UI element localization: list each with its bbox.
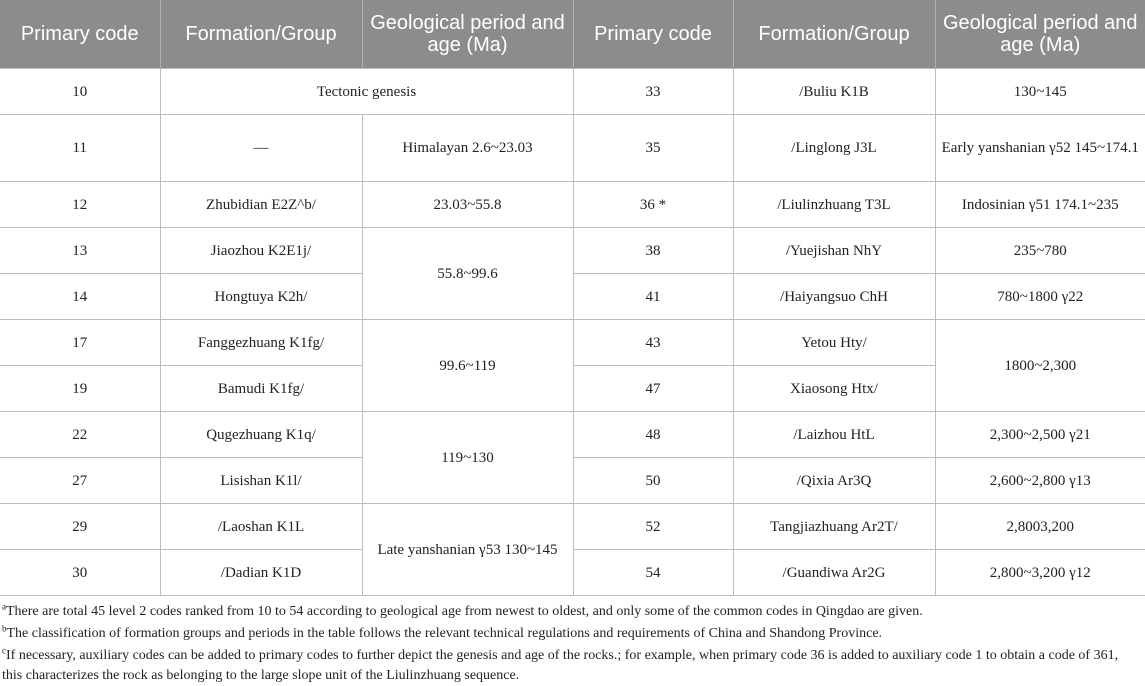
formation-cell: Zhubidian E2Z^b/ (160, 182, 362, 228)
code-cell: 30 (0, 550, 160, 596)
age-cell: 119~130 (362, 412, 573, 504)
code-cell: 14 (0, 274, 160, 320)
age-cell: 130~145 (935, 69, 1145, 115)
footnote-marker: c (2, 645, 6, 656)
formation-cell: Jiaozhou K2E1j/ (160, 228, 362, 274)
table-row (0, 228, 1145, 274)
formation-cell: /Laoshan K1L (160, 504, 362, 550)
header-primary-code: Primary code (0, 0, 160, 69)
age-cell: 2,8003,200 (935, 504, 1145, 550)
code-cell: 27 (0, 458, 160, 504)
formation-cell: /Liulinzhuang T3L (733, 182, 935, 228)
code-cell: 13 (0, 228, 160, 274)
table-row (0, 274, 1145, 320)
code-cell: 12 (0, 182, 160, 228)
code-cell: 54 (573, 550, 733, 596)
age-cell: Early yanshanian γ52 145~174.1 (935, 115, 1145, 182)
table-row (0, 412, 1145, 458)
formation-cell: Tectonic genesis (160, 69, 573, 115)
header-period-age: Geological period and age (Ma) (362, 0, 573, 69)
header-formation: Formation/Group (160, 0, 362, 69)
formation-cell: Fanggezhuang K1fg/ (160, 320, 362, 366)
age-cell: 2,300~2,500 γ21 (935, 412, 1145, 458)
formation-cell: /Dadian K1D (160, 550, 362, 596)
footnote-c (2, 646, 1141, 686)
table-row (0, 115, 1145, 182)
footnote-a (2, 602, 1141, 622)
age-cell: 23.03~55.8 (362, 182, 573, 228)
code-cell: 11 (0, 115, 160, 182)
formation-cell: Xiaosong Htx/ (733, 366, 935, 412)
age-cell: 780~1800 γ22 (935, 274, 1145, 320)
formation-cell: /Laizhou HtL (733, 412, 935, 458)
code-cell: 29 (0, 504, 160, 550)
code-cell: 35 (573, 115, 733, 182)
table-footnotes (0, 596, 1145, 686)
formation-cell: Bamudi K1fg/ (160, 366, 362, 412)
code-cell: 52 (573, 504, 733, 550)
table-row (0, 550, 1145, 596)
footnote-b (2, 624, 1141, 644)
footnote-text: The classification of formation groups and periods in the table follows the relevant technical regulations and requirements of China and Shandong Province. (6, 626, 883, 641)
code-cell: 33 (573, 69, 733, 115)
code-cell: 50 (573, 458, 733, 504)
footnote-text: If necessary, auxiliary codes can be added to primary codes to further depict the genesis and age of the rocks.; for example, when primary code 36 is added to auxiliary code 1 to obtain a code of 361, this characterizes the rock as belonging to the large slope unit of the Liulinzhuang sequence. (2, 648, 1119, 683)
formation-cell: Tangjiazhuang Ar2T/ (733, 504, 935, 550)
table-row (0, 320, 1145, 366)
formation-cell: — (160, 115, 362, 182)
formation-cell: Hongtuya K2h/ (160, 274, 362, 320)
formation-cell: /Buliu K1B (733, 69, 935, 115)
age-cell: 55.8~99.6 (362, 228, 573, 320)
age-cell: 1800~2,300 (935, 320, 1145, 412)
header-period-age: Geological period and age (Ma) (935, 0, 1145, 69)
age-cell: Late yanshanian γ53 130~145 (362, 504, 573, 596)
code-cell: 41 (573, 274, 733, 320)
footnote-marker: a (2, 601, 6, 612)
formation-cell: /Linglong J3L (733, 115, 935, 182)
formation-cell: /Qixia Ar3Q (733, 458, 935, 504)
age-cell: 2,800~3,200 γ12 (935, 550, 1145, 596)
formation-cell: Yetou Hty/ (733, 320, 935, 366)
age-cell: Himalayan 2.6~23.03 (362, 115, 573, 182)
formation-cell: Lisishan K1l/ (160, 458, 362, 504)
table-row (0, 69, 1145, 115)
table-row (0, 182, 1145, 228)
header-formation: Formation/Group (733, 0, 935, 69)
code-cell: 38 (573, 228, 733, 274)
age-cell: 99.6~119 (362, 320, 573, 412)
code-cell: 36 * (573, 182, 733, 228)
age-cell: Indosinian γ51 174.1~235 (935, 182, 1145, 228)
code-cell: 10 (0, 69, 160, 115)
header-primary-code: Primary code (573, 0, 733, 69)
footnote-text: There are total 45 level 2 codes ranked from 10 to 54 according to geological age from newest to oldest, and only some of the common codes in Qingdao are given. (6, 604, 923, 619)
age-cell: 235~780 (935, 228, 1145, 274)
footnote-marker: b (2, 623, 7, 634)
formation-cell: /Guandiwa Ar2G (733, 550, 935, 596)
code-cell: 47 (573, 366, 733, 412)
code-cell: 22 (0, 412, 160, 458)
header-row (0, 0, 1145, 69)
formation-cell: /Yuejishan NhY (733, 228, 935, 274)
formation-cell: /Haiyangsuo ChH (733, 274, 935, 320)
age-cell: 2,600~2,800 γ13 (935, 458, 1145, 504)
table-row (0, 504, 1145, 550)
code-cell: 48 (573, 412, 733, 458)
code-cell: 17 (0, 320, 160, 366)
code-cell: 43 (573, 320, 733, 366)
code-cell: 19 (0, 366, 160, 412)
table-row (0, 458, 1145, 504)
formation-cell: Qugezhuang K1q/ (160, 412, 362, 458)
